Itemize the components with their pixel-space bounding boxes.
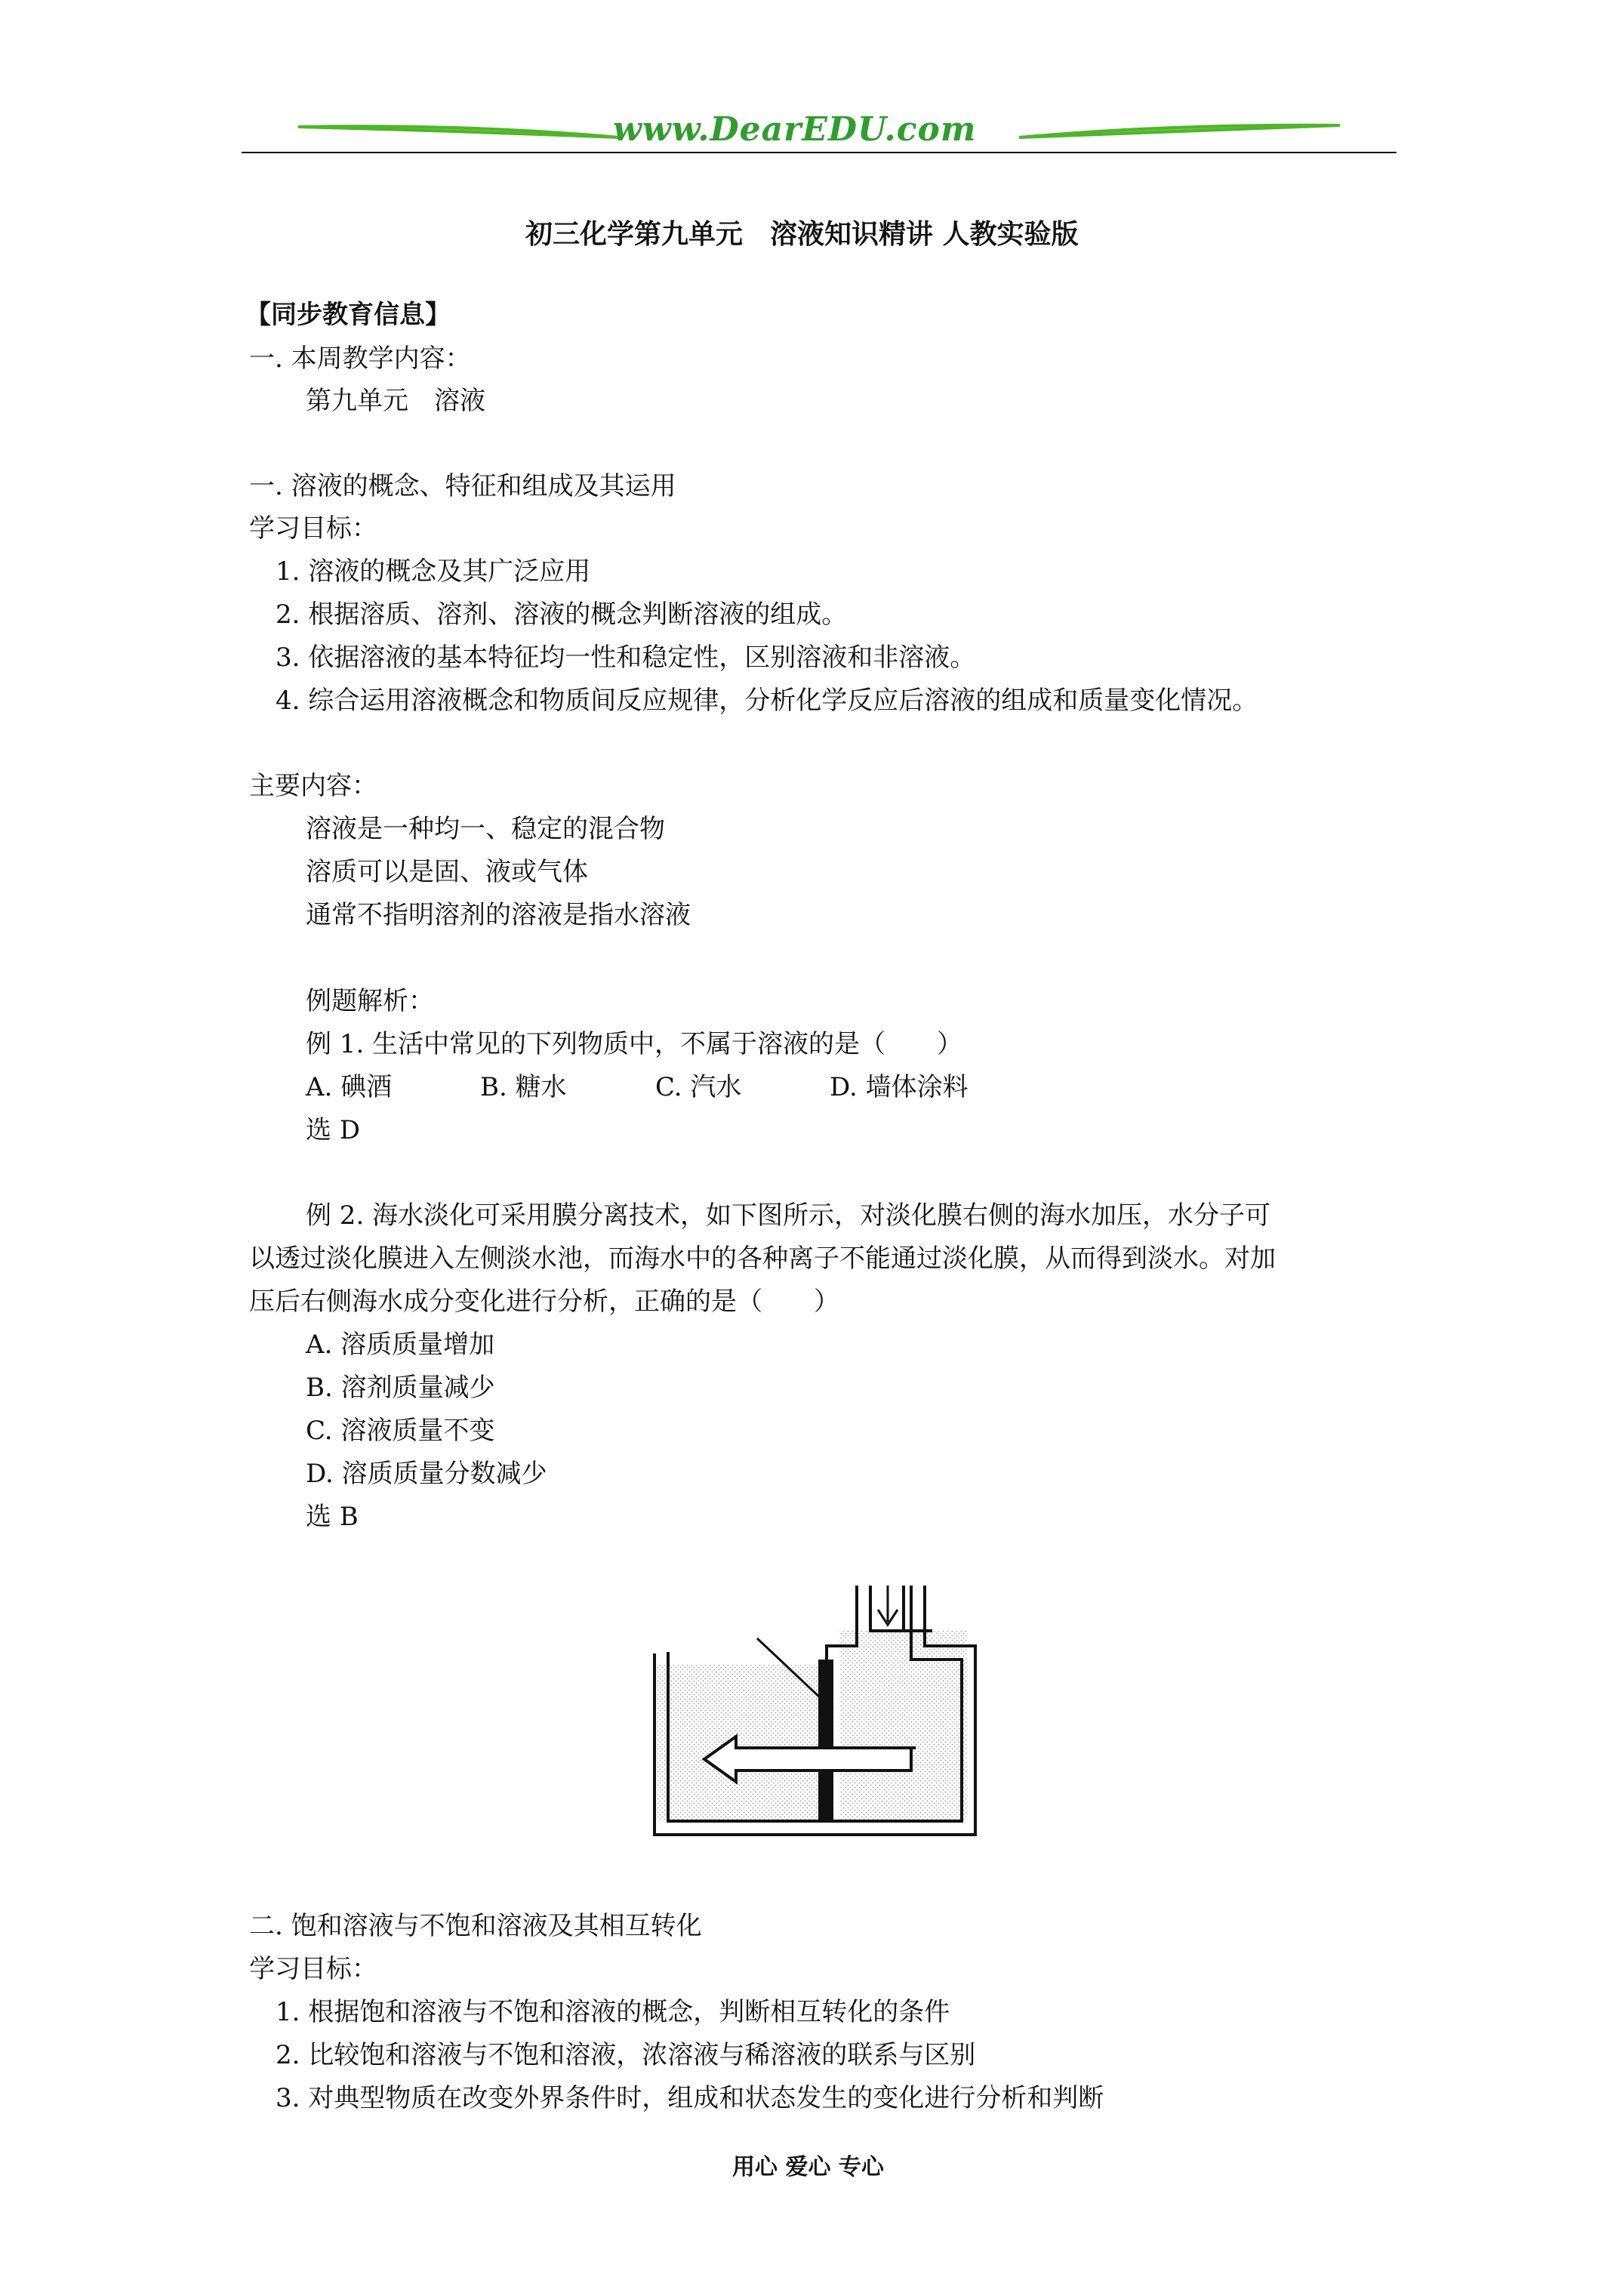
- part1-goal: 1. 溶液的概念及其广泛应用: [276, 556, 591, 587]
- ex2-option: A. 溶质质量增加: [306, 1330, 495, 1360]
- desalination-membrane: [818, 1660, 833, 1821]
- part2-goal: 2. 比较饱和溶液与不饱和溶液，浓溶液与稀溶液的联系与区别: [276, 2040, 976, 2070]
- part2-heading: 二. 饱和溶液与不饱和溶液及其相互转化: [249, 1911, 702, 1941]
- ex1-option: B. 糖水: [480, 1072, 567, 1102]
- page-footer: 用心 爱心 专心: [732, 2154, 884, 2180]
- part1-goal: 3. 依据溶液的基本特征均一性和稳定性，区别溶液和非溶液。: [276, 643, 976, 673]
- ex1-option: D. 墙体涂料: [830, 1072, 969, 1102]
- ex1-answer: 选 D: [306, 1115, 361, 1145]
- info-section: 一. 本周教学内容：: [249, 344, 471, 374]
- part2-goals-label: 学习目标：: [249, 1954, 377, 1984]
- part1-goal: 4. 综合运用溶液概念和物质间反应规律，分析化学反应后溶液的组成和质量变化情况。: [276, 686, 1258, 716]
- ex1-option: A. 碘酒: [306, 1072, 393, 1102]
- part1-content-label: 主要内容：: [249, 771, 377, 801]
- ex1-option: C. 汽水: [655, 1072, 742, 1102]
- part2-goal: 3. 对典型物质在改变外界条件时，组成和状态发生的变化进行分析和判断: [276, 2083, 1104, 2113]
- right-swoosh: [1019, 125, 1340, 137]
- info-unit: 第九单元 溶液: [306, 386, 485, 416]
- ex2-option: B. 溶剂质量减少: [306, 1373, 495, 1403]
- info-label: 【同步教育信息】: [245, 300, 451, 330]
- ex2-option: C. 溶液质量不变: [306, 1416, 495, 1446]
- page-title: 初三化学第九单元 溶液知识精讲 人教实验版: [525, 218, 1079, 250]
- left-swoosh: [298, 126, 619, 137]
- part1-goals-label: 学习目标：: [249, 513, 377, 544]
- part1-heading: 一. 溶液的概念、特征和组成及其运用: [249, 471, 676, 501]
- fresh-water-pool: [656, 1665, 826, 1821]
- part1-content-line: 通常不指明溶剂的溶液是指水溶液: [306, 900, 691, 930]
- ex2-answer: 选 B: [306, 1502, 359, 1532]
- ex2-question-line: 以透过淡化膜进入左侧淡水池，而海水中的各种离子不能通过淡化膜，从而得到淡水。对加: [249, 1244, 1276, 1274]
- part2-goal: 1. 根据饱和溶液与不饱和溶液的概念，判断相互转化的条件: [276, 1997, 950, 2027]
- membrane-separation-diagram: [645, 1578, 985, 1842]
- ex2-option: D. 溶质质量分数减少: [306, 1459, 547, 1489]
- examples-label: 例题解析：: [306, 986, 434, 1016]
- ex1-question: 例 1. 生活中常见的下列物质中，不属于溶液的是（ ）: [306, 1029, 963, 1059]
- part1-goal: 2. 根据溶质、溶剂、溶液的概念判断溶液的组成。: [276, 599, 848, 630]
- header-logo-text: www.DearEDU.com: [613, 110, 977, 149]
- part1-content-line: 溶液是一种均一、稳定的混合物: [306, 814, 665, 844]
- ex2-question-line: 压后右侧海水成分变化进行分析，正确的是（ ）: [249, 1287, 839, 1317]
- part1-content-line: 溶质可以是固、液或气体: [306, 857, 588, 887]
- ex2-question-line: 例 2. 海水淡化可采用膜分离技术，如下图所示，对淡化膜右侧的海水加压，水分子可: [306, 1200, 1271, 1231]
